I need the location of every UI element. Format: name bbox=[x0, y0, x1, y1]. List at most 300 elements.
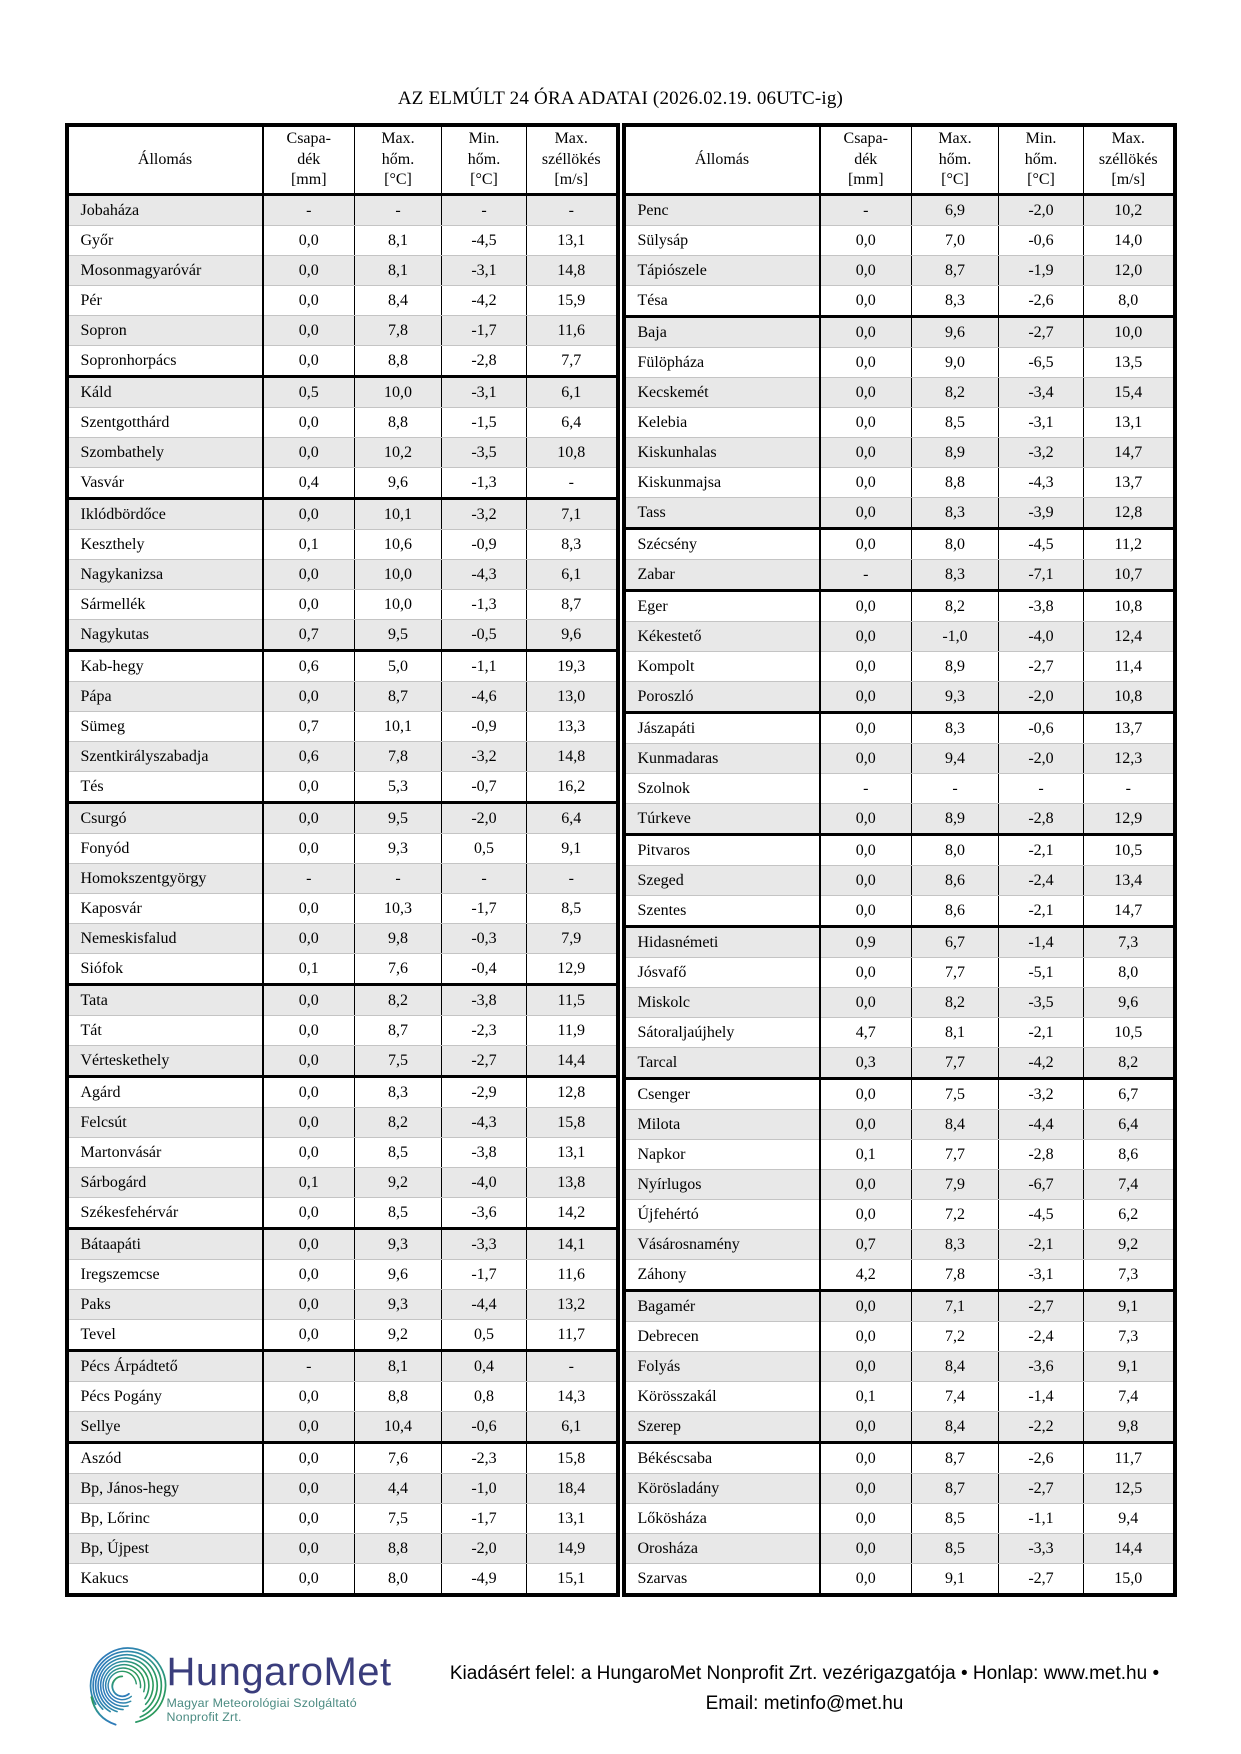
table-row bbox=[69, 1412, 616, 1443]
column-header-station: Állomás bbox=[626, 127, 820, 195]
table-row bbox=[69, 408, 616, 438]
value-cell: 18,4 bbox=[527, 1474, 616, 1504]
value-cell: 10,0 bbox=[355, 590, 442, 620]
value-cell: 8,6 bbox=[1084, 1140, 1173, 1170]
value-cell: 15,8 bbox=[527, 1443, 616, 1474]
station-cell: Kékestető bbox=[626, 622, 820, 652]
table-row bbox=[69, 1198, 616, 1229]
value-cell: 8,7 bbox=[355, 1016, 442, 1046]
value-cell: 0,0 bbox=[263, 834, 355, 864]
value-cell: 6,4 bbox=[527, 803, 616, 834]
value-cell: 0,0 bbox=[263, 1564, 355, 1594]
value-cell: 0,0 bbox=[820, 1291, 912, 1322]
value-cell: 9,1 bbox=[1084, 1291, 1173, 1322]
table-row bbox=[626, 1018, 1173, 1048]
value-cell: -2,7 bbox=[999, 652, 1084, 682]
value-cell: -5,1 bbox=[999, 958, 1084, 988]
value-cell: 0,0 bbox=[263, 894, 355, 924]
table-row bbox=[626, 1443, 1173, 1474]
station-cell: Sármellék bbox=[69, 590, 263, 620]
value-cell: -4,2 bbox=[999, 1048, 1084, 1079]
value-cell: 0,0 bbox=[820, 958, 912, 988]
value-cell: 0,0 bbox=[820, 744, 912, 774]
value-cell: 7,8 bbox=[355, 316, 442, 346]
value-cell: -2,0 bbox=[999, 195, 1084, 226]
value-cell: 19,3 bbox=[527, 651, 616, 682]
value-cell: 0,0 bbox=[263, 1534, 355, 1564]
value-cell: - bbox=[999, 774, 1084, 804]
value-cell: 12,9 bbox=[1084, 804, 1173, 835]
value-cell: 7,7 bbox=[912, 1048, 999, 1079]
value-cell: 7,9 bbox=[527, 924, 616, 954]
value-cell: 10,4 bbox=[355, 1412, 442, 1443]
value-cell: 7,1 bbox=[527, 499, 616, 530]
value-cell: -3,2 bbox=[999, 1079, 1084, 1110]
station-cell: Kecskemét bbox=[626, 378, 820, 408]
value-cell: 7,4 bbox=[912, 1382, 999, 1412]
table-row bbox=[626, 713, 1173, 744]
value-cell: 5,0 bbox=[355, 651, 442, 682]
table-row bbox=[626, 348, 1173, 378]
table-row bbox=[626, 1079, 1173, 1110]
value-cell: 0,0 bbox=[263, 985, 355, 1016]
value-cell: 0,0 bbox=[820, 804, 912, 835]
station-cell: Jósvafő bbox=[626, 958, 820, 988]
value-cell: -2,0 bbox=[999, 682, 1084, 713]
value-cell: 0,0 bbox=[263, 1382, 355, 1412]
value-cell: 12,5 bbox=[1084, 1474, 1173, 1504]
value-cell: 0,0 bbox=[820, 1534, 912, 1564]
table-row bbox=[69, 560, 616, 590]
value-cell: 0,5 bbox=[442, 834, 527, 864]
value-cell: 0,0 bbox=[820, 226, 912, 256]
value-cell: 10,0 bbox=[355, 560, 442, 590]
value-cell: 10,6 bbox=[355, 530, 442, 560]
value-cell: 7,1 bbox=[912, 1291, 999, 1322]
station-cell: Mosonmagyaróvár bbox=[69, 256, 263, 286]
value-cell: 8,3 bbox=[527, 530, 616, 560]
station-cell: Pitvaros bbox=[626, 835, 820, 866]
value-cell: 0,0 bbox=[263, 1504, 355, 1534]
value-cell: -0,6 bbox=[442, 1412, 527, 1443]
value-cell: 8,7 bbox=[912, 1443, 999, 1474]
value-cell: 0,8 bbox=[442, 1382, 527, 1412]
station-cell: Körösszakál bbox=[626, 1382, 820, 1412]
value-cell: -4,2 bbox=[442, 286, 527, 316]
table-row bbox=[626, 744, 1173, 774]
value-cell: 14,2 bbox=[527, 1198, 616, 1229]
value-cell: 6,1 bbox=[527, 560, 616, 590]
value-cell: -3,6 bbox=[442, 1198, 527, 1229]
value-cell: 8,1 bbox=[355, 256, 442, 286]
station-cell: Vásárosnamény bbox=[626, 1230, 820, 1260]
value-cell: 9,6 bbox=[1084, 988, 1173, 1018]
station-cell: Martonvásár bbox=[69, 1138, 263, 1168]
value-cell: 0,7 bbox=[820, 1230, 912, 1260]
station-cell: Tevel bbox=[69, 1320, 263, 1351]
station-cell: Fonyód bbox=[69, 834, 263, 864]
value-cell: - bbox=[820, 195, 912, 226]
table-row bbox=[626, 988, 1173, 1018]
value-cell: -2,4 bbox=[999, 1322, 1084, 1352]
value-cell: 9,1 bbox=[527, 834, 616, 864]
value-cell: - bbox=[820, 774, 912, 804]
value-cell: 7,0 bbox=[912, 226, 999, 256]
value-cell: -1,9 bbox=[999, 256, 1084, 286]
value-cell: 14,4 bbox=[527, 1046, 616, 1077]
value-cell: -4,6 bbox=[442, 682, 527, 712]
table-row bbox=[626, 286, 1173, 317]
value-cell: 13,2 bbox=[527, 1290, 616, 1320]
value-cell: 0,7 bbox=[263, 712, 355, 742]
table-row bbox=[626, 1291, 1173, 1322]
value-cell: 0,0 bbox=[263, 1443, 355, 1474]
value-cell: 8,5 bbox=[912, 408, 999, 438]
footer-text bbox=[404, 1659, 1205, 1720]
logo-wordmark: HungaroMet bbox=[166, 1650, 392, 1694]
station-cell: Lőkösháza bbox=[626, 1504, 820, 1534]
value-cell: 9,5 bbox=[355, 803, 442, 834]
value-cell: -1,1 bbox=[999, 1504, 1084, 1534]
value-cell: 0,0 bbox=[820, 1079, 912, 1110]
value-cell: -4,3 bbox=[442, 1108, 527, 1138]
value-cell: 10,5 bbox=[1084, 1018, 1173, 1048]
table-row bbox=[69, 894, 616, 924]
table-row bbox=[626, 622, 1173, 652]
value-cell: 0,0 bbox=[263, 1474, 355, 1504]
value-cell: 0,0 bbox=[820, 622, 912, 652]
station-cell: Kelebia bbox=[626, 408, 820, 438]
value-cell: 8,1 bbox=[355, 1351, 442, 1382]
station-cell: Győr bbox=[69, 226, 263, 256]
table-row bbox=[626, 1504, 1173, 1534]
value-cell: 0,0 bbox=[263, 560, 355, 590]
value-cell: 8,8 bbox=[355, 346, 442, 377]
value-cell: 0,1 bbox=[820, 1140, 912, 1170]
station-cell: Kaposvár bbox=[69, 894, 263, 924]
value-cell: -6,5 bbox=[999, 348, 1084, 378]
station-cell: Poroszló bbox=[626, 682, 820, 713]
value-cell: -6,7 bbox=[999, 1170, 1084, 1200]
value-cell: 8,2 bbox=[355, 985, 442, 1016]
value-cell: 8,7 bbox=[912, 256, 999, 286]
table-row bbox=[69, 954, 616, 985]
value-cell: 0,0 bbox=[263, 316, 355, 346]
value-cell: 8,0 bbox=[912, 835, 999, 866]
station-cell: Sümeg bbox=[69, 712, 263, 742]
value-cell: -0,5 bbox=[442, 620, 527, 651]
value-cell: 0,0 bbox=[263, 346, 355, 377]
value-cell: 8,2 bbox=[912, 988, 999, 1018]
value-cell: -4,3 bbox=[999, 468, 1084, 498]
table-row bbox=[626, 256, 1173, 286]
value-cell: -3,1 bbox=[999, 408, 1084, 438]
value-cell: 9,2 bbox=[355, 1320, 442, 1351]
value-cell: 11,4 bbox=[1084, 652, 1173, 682]
value-cell: 13,1 bbox=[527, 226, 616, 256]
value-cell: 13,8 bbox=[527, 1168, 616, 1198]
value-cell: 9,2 bbox=[355, 1168, 442, 1198]
station-cell: Nemeskisfalud bbox=[69, 924, 263, 954]
value-cell: 4,2 bbox=[820, 1260, 912, 1291]
value-cell: -2,1 bbox=[999, 896, 1084, 927]
value-cell: 13,3 bbox=[527, 712, 616, 742]
value-cell: 0,0 bbox=[820, 1200, 912, 1230]
value-cell: 8,0 bbox=[1084, 286, 1173, 317]
value-cell: 9,0 bbox=[912, 348, 999, 378]
value-cell: 8,2 bbox=[912, 378, 999, 408]
footer-publisher-line: Kiadásért felel: a HungaroMet Nonprofit Zrt. vezérigazgatója • Honlap: www.met.hu • bbox=[449, 1662, 1160, 1684]
table-row bbox=[69, 772, 616, 803]
value-cell: 0,0 bbox=[820, 1322, 912, 1352]
value-cell: - bbox=[912, 774, 999, 804]
value-cell: -1,4 bbox=[999, 1382, 1084, 1412]
value-cell: - bbox=[355, 195, 442, 226]
value-cell: 0,0 bbox=[820, 317, 912, 348]
value-cell: 0,0 bbox=[820, 1504, 912, 1534]
value-cell: 8,5 bbox=[912, 1534, 999, 1564]
value-cell: 12,3 bbox=[1084, 744, 1173, 774]
value-cell: 7,2 bbox=[912, 1200, 999, 1230]
value-cell: -0,6 bbox=[999, 713, 1084, 744]
hungaromet-logo bbox=[84, 1639, 404, 1737]
value-cell: 8,5 bbox=[912, 1504, 999, 1534]
table-row bbox=[626, 1352, 1173, 1382]
value-cell: 7,3 bbox=[1084, 1322, 1173, 1352]
value-cell: -2,0 bbox=[442, 803, 527, 834]
data-tables bbox=[0, 123, 1241, 1597]
station-cell: Iklódbördőce bbox=[69, 499, 263, 530]
table-row bbox=[626, 591, 1173, 622]
table-row bbox=[69, 1320, 616, 1351]
station-cell: Szentkirályszabadja bbox=[69, 742, 263, 772]
value-cell: 14,7 bbox=[1084, 896, 1173, 927]
station-cell: Sellye bbox=[69, 1412, 263, 1443]
value-cell: 9,3 bbox=[355, 1290, 442, 1320]
value-cell: -2,7 bbox=[442, 1046, 527, 1077]
station-cell: Paks bbox=[69, 1290, 263, 1320]
station-cell: Tés bbox=[69, 772, 263, 803]
value-cell: 0,0 bbox=[263, 408, 355, 438]
table-row bbox=[626, 927, 1173, 958]
value-cell: -3,5 bbox=[442, 438, 527, 468]
station-cell: Orosháza bbox=[626, 1534, 820, 1564]
value-cell: 9,2 bbox=[1084, 1230, 1173, 1260]
value-cell: 0,0 bbox=[820, 591, 912, 622]
value-cell: -3,8 bbox=[442, 1138, 527, 1168]
value-cell: 9,6 bbox=[355, 1260, 442, 1290]
value-cell: 15,8 bbox=[527, 1108, 616, 1138]
value-cell: 12,0 bbox=[1084, 256, 1173, 286]
value-cell: 10,2 bbox=[355, 438, 442, 468]
header-row bbox=[69, 127, 616, 195]
value-cell: 8,2 bbox=[1084, 1048, 1173, 1079]
value-cell: -3,1 bbox=[999, 1260, 1084, 1291]
table-row bbox=[69, 1016, 616, 1046]
value-cell: -4,5 bbox=[999, 1200, 1084, 1230]
table-row bbox=[69, 377, 616, 408]
value-cell: 0,0 bbox=[263, 256, 355, 286]
station-cell: Tésa bbox=[626, 286, 820, 317]
table-row bbox=[626, 378, 1173, 408]
table-row bbox=[626, 804, 1173, 835]
value-cell: - bbox=[820, 560, 912, 591]
value-cell: -4,3 bbox=[442, 560, 527, 590]
column-header-precip: Csapa- dék [mm] bbox=[820, 127, 912, 195]
station-cell: Bagamér bbox=[626, 1291, 820, 1322]
table-row bbox=[69, 1229, 616, 1260]
station-cell: Szentgotthárd bbox=[69, 408, 263, 438]
value-cell: 10,3 bbox=[355, 894, 442, 924]
station-cell: Zabar bbox=[626, 560, 820, 591]
table-row bbox=[69, 499, 616, 530]
value-cell: 13,1 bbox=[1084, 408, 1173, 438]
table-row bbox=[626, 498, 1173, 529]
table-row bbox=[626, 1110, 1173, 1140]
table-row bbox=[626, 774, 1173, 804]
value-cell: -0,9 bbox=[442, 530, 527, 560]
station-cell: Felcsút bbox=[69, 1108, 263, 1138]
column-header-precip: Csapa- dék [mm] bbox=[263, 127, 355, 195]
value-cell: -2,7 bbox=[999, 1291, 1084, 1322]
station-cell: Szombathely bbox=[69, 438, 263, 468]
table-header bbox=[69, 127, 616, 195]
station-cell: Penc bbox=[626, 195, 820, 226]
value-cell: 8,4 bbox=[912, 1352, 999, 1382]
station-cell: Káld bbox=[69, 377, 263, 408]
value-cell: 10,1 bbox=[355, 499, 442, 530]
value-cell: 5,3 bbox=[355, 772, 442, 803]
table-row bbox=[69, 1443, 616, 1474]
station-cell: Csenger bbox=[626, 1079, 820, 1110]
value-cell: 14,8 bbox=[527, 256, 616, 286]
table-row bbox=[69, 590, 616, 620]
station-cell: Agárd bbox=[69, 1077, 263, 1108]
value-cell: -1,5 bbox=[442, 408, 527, 438]
value-cell: -3,5 bbox=[999, 988, 1084, 1018]
value-cell: 12,9 bbox=[527, 954, 616, 985]
value-cell: 11,6 bbox=[527, 316, 616, 346]
value-cell: -3,4 bbox=[999, 378, 1084, 408]
value-cell: 8,3 bbox=[355, 1077, 442, 1108]
table-row bbox=[626, 226, 1173, 256]
value-cell: -3,2 bbox=[442, 742, 527, 772]
station-cell: Tát bbox=[69, 1016, 263, 1046]
table-row bbox=[626, 682, 1173, 713]
value-cell: 8,1 bbox=[355, 226, 442, 256]
table-row bbox=[69, 834, 616, 864]
station-cell: Sopron bbox=[69, 316, 263, 346]
station-cell: Szentes bbox=[626, 896, 820, 927]
value-cell: - bbox=[527, 468, 616, 499]
station-cell: Debrecen bbox=[626, 1322, 820, 1352]
value-cell: 10,8 bbox=[1084, 682, 1173, 713]
value-cell: -0,4 bbox=[442, 954, 527, 985]
value-cell: 9,1 bbox=[912, 1564, 999, 1594]
value-cell: 8,0 bbox=[1084, 958, 1173, 988]
value-cell: 0,0 bbox=[263, 1198, 355, 1229]
station-cell: Pécs Árpádtető bbox=[69, 1351, 263, 1382]
value-cell: -4,0 bbox=[999, 622, 1084, 652]
station-cell: Fülöpháza bbox=[626, 348, 820, 378]
column-header-tmax: Max. hőm. [°C] bbox=[355, 127, 442, 195]
value-cell: -4,9 bbox=[442, 1564, 527, 1594]
value-cell: 8,7 bbox=[912, 1474, 999, 1504]
table-row bbox=[69, 1474, 616, 1504]
value-cell: 7,2 bbox=[912, 1322, 999, 1352]
table-row bbox=[626, 866, 1173, 896]
value-cell: 8,3 bbox=[912, 560, 999, 591]
value-cell: -0,9 bbox=[442, 712, 527, 742]
table-row bbox=[626, 1230, 1173, 1260]
station-cell: Kompolt bbox=[626, 652, 820, 682]
value-cell: -1,0 bbox=[442, 1474, 527, 1504]
table-row bbox=[626, 1140, 1173, 1170]
table-row bbox=[69, 468, 616, 499]
value-cell: 9,3 bbox=[912, 682, 999, 713]
table-row bbox=[69, 1046, 616, 1077]
value-cell: - bbox=[442, 195, 527, 226]
table-row bbox=[69, 316, 616, 346]
column-header-gust: Max. széllökés [m/s] bbox=[1084, 127, 1173, 195]
value-cell: 0,0 bbox=[263, 1320, 355, 1351]
value-cell: 14,0 bbox=[1084, 226, 1173, 256]
station-cell: Bp, Lőrinc bbox=[69, 1504, 263, 1534]
value-cell: 7,9 bbox=[912, 1170, 999, 1200]
value-cell: 4,7 bbox=[820, 1018, 912, 1048]
value-cell: 9,6 bbox=[912, 317, 999, 348]
value-cell: 6,7 bbox=[1084, 1079, 1173, 1110]
value-cell: -0,6 bbox=[999, 226, 1084, 256]
value-cell: 0,0 bbox=[820, 1412, 912, 1443]
table-row bbox=[69, 438, 616, 468]
table-row bbox=[626, 529, 1173, 560]
table-row bbox=[69, 256, 616, 286]
value-cell: 8,4 bbox=[355, 286, 442, 316]
value-cell: 13,7 bbox=[1084, 713, 1173, 744]
value-cell: 8,8 bbox=[355, 1534, 442, 1564]
station-cell: Vérteskethely bbox=[69, 1046, 263, 1077]
value-cell: 10,5 bbox=[1084, 835, 1173, 866]
table-row bbox=[626, 1048, 1173, 1079]
value-cell: -3,8 bbox=[442, 985, 527, 1016]
table-row bbox=[626, 1534, 1173, 1564]
value-cell: -2,1 bbox=[999, 1230, 1084, 1260]
table-row bbox=[626, 317, 1173, 348]
station-cell: Tarcal bbox=[626, 1048, 820, 1079]
value-cell: 10,0 bbox=[355, 377, 442, 408]
swirl-icon bbox=[84, 1639, 171, 1737]
value-cell: 0,0 bbox=[263, 1108, 355, 1138]
value-cell: -2,8 bbox=[442, 346, 527, 377]
value-cell: 11,7 bbox=[527, 1320, 616, 1351]
value-cell: 0,0 bbox=[820, 1564, 912, 1594]
value-cell: 0,4 bbox=[442, 1351, 527, 1382]
value-cell: -2,0 bbox=[442, 1534, 527, 1564]
table-row bbox=[69, 530, 616, 560]
table-row bbox=[69, 346, 616, 377]
value-cell: 0,5 bbox=[442, 1320, 527, 1351]
value-cell: 0,0 bbox=[263, 1229, 355, 1260]
table-row bbox=[626, 438, 1173, 468]
value-cell: 8,6 bbox=[912, 866, 999, 896]
value-cell: -2,0 bbox=[999, 744, 1084, 774]
station-cell: Siófok bbox=[69, 954, 263, 985]
value-cell: 0,0 bbox=[820, 682, 912, 713]
table-row bbox=[69, 286, 616, 316]
value-cell: 7,6 bbox=[355, 1443, 442, 1474]
value-cell: -1,3 bbox=[442, 468, 527, 499]
